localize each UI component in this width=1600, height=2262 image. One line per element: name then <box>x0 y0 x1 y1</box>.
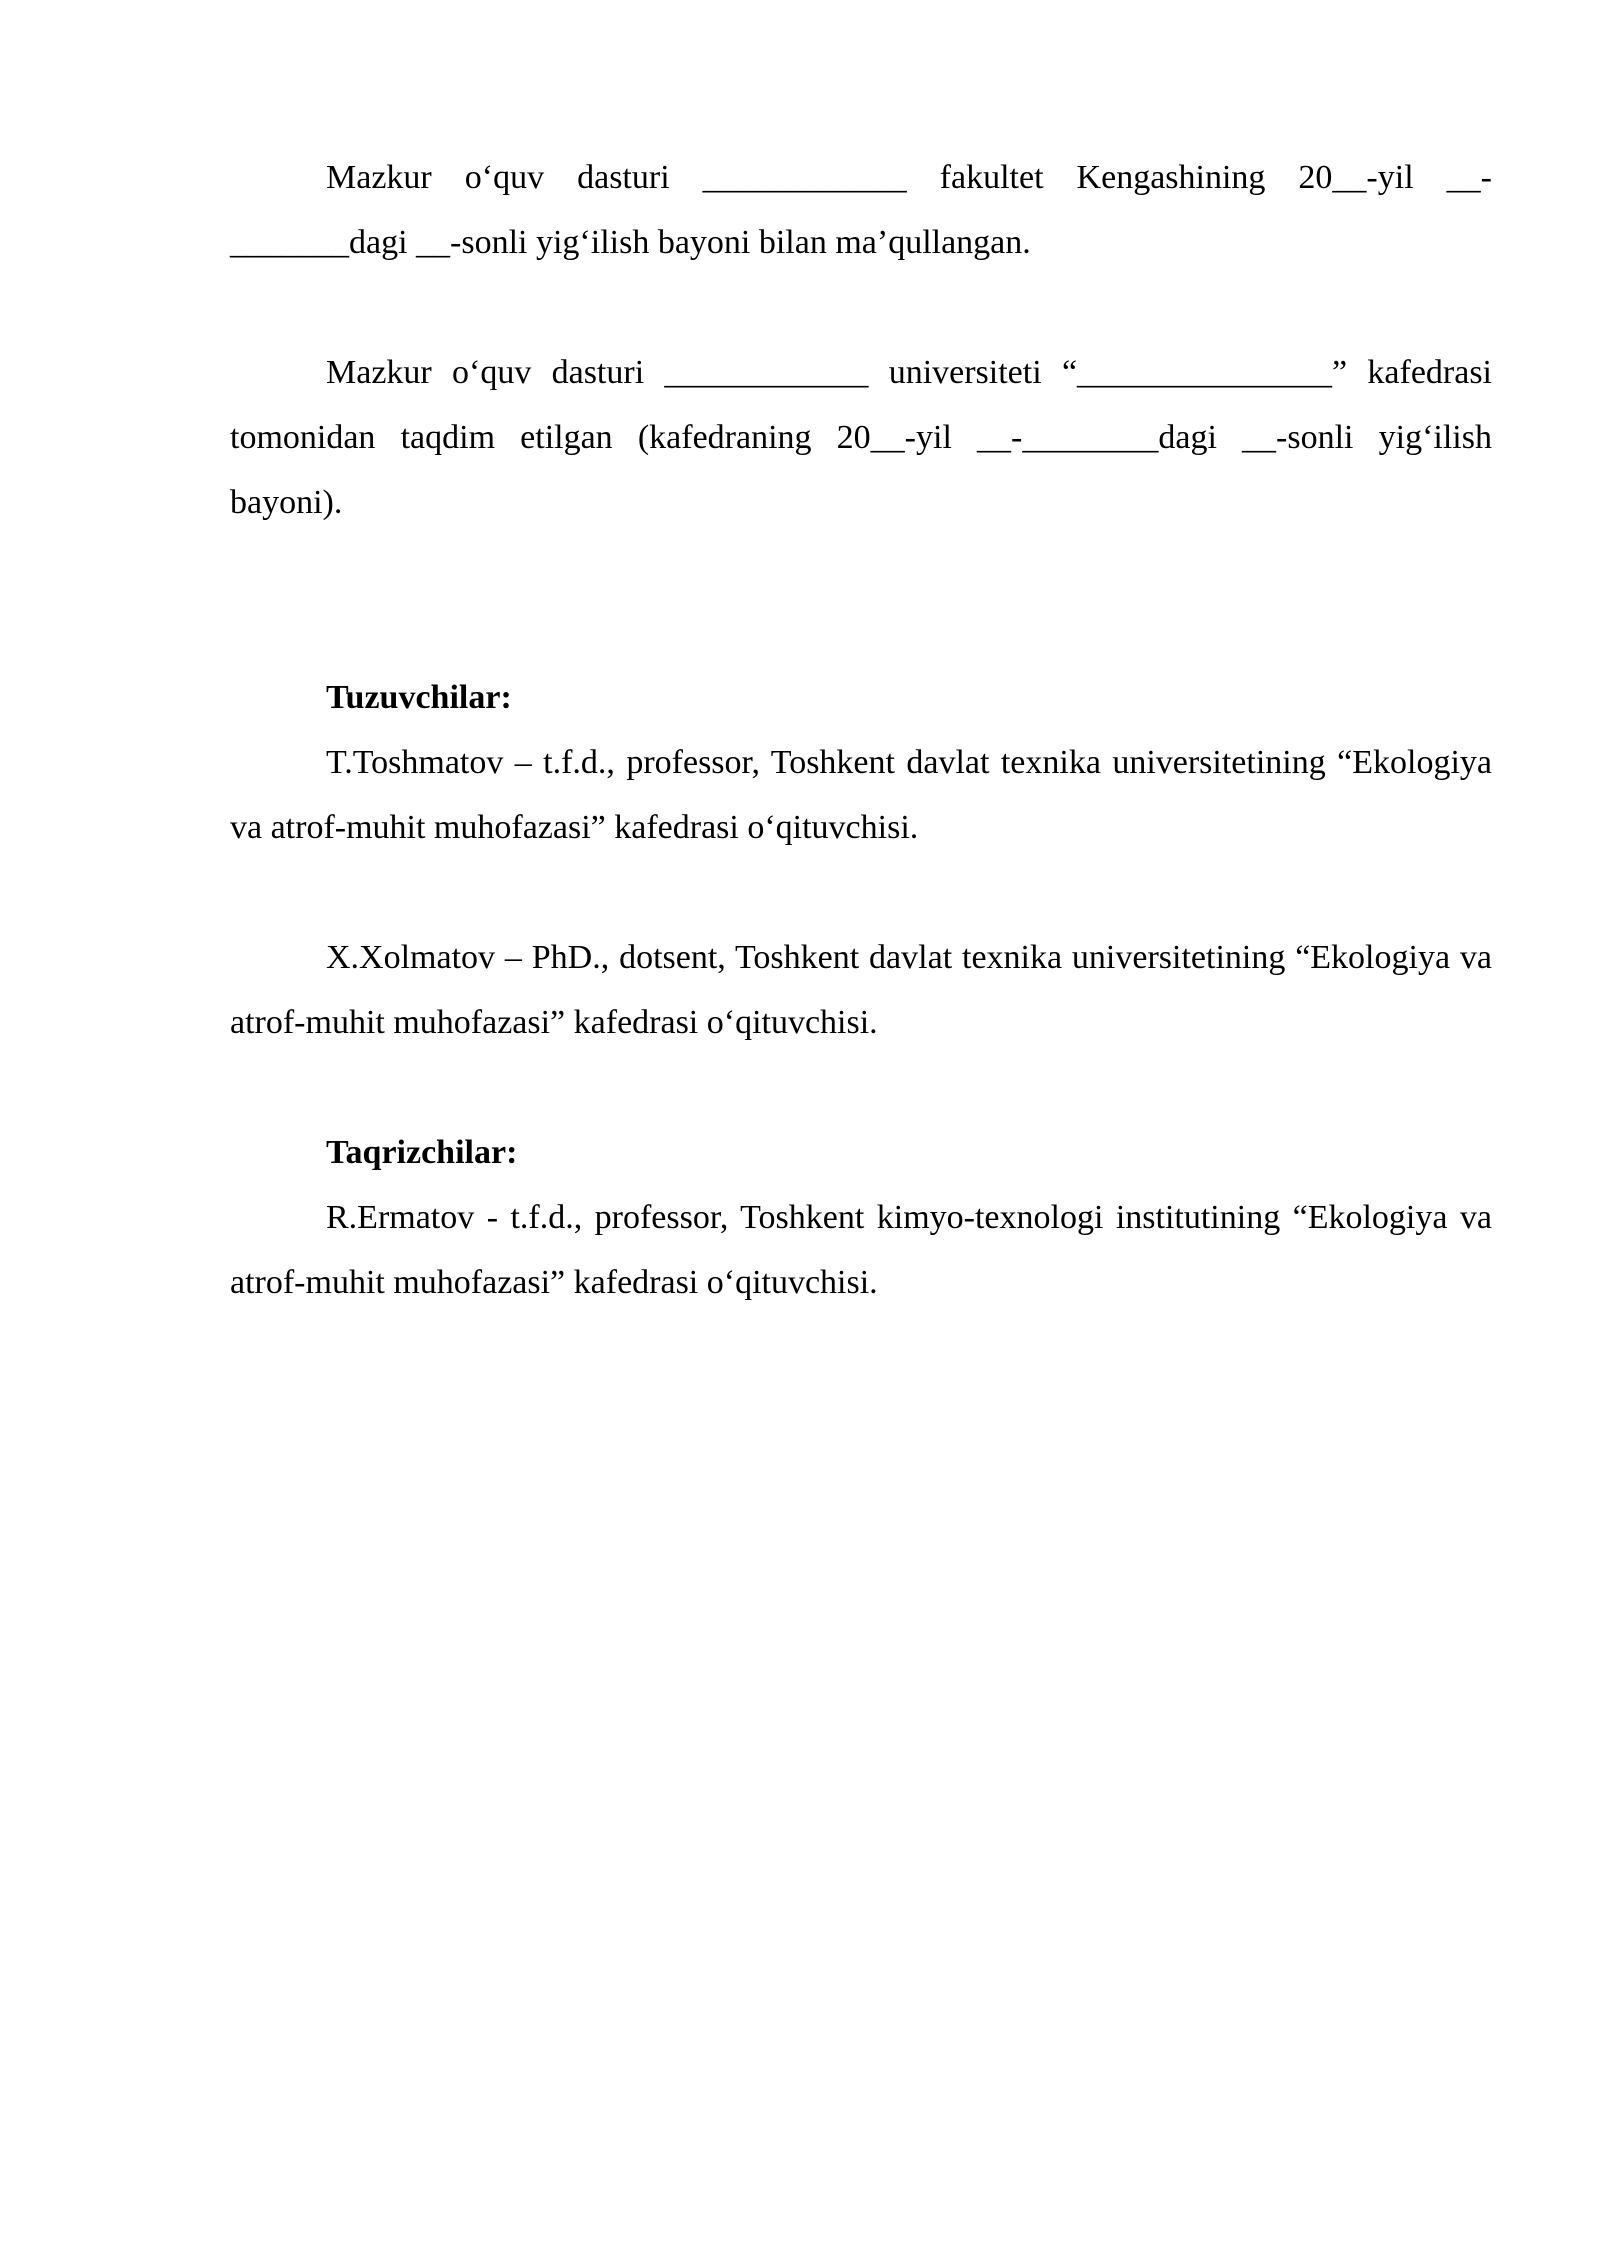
spacer <box>230 1055 1492 1120</box>
author-entry: X.Xolmatov – PhD., dotsent, Toshkent davlat texnika universitetining “Ekologiya va atrof-muhit muhofazasi” kafedrasi o‘qituvchisi. <box>230 939 1492 1041</box>
reviewer-entry: R.Ermatov - t.f.d., professor, Toshkent kimyo-texnologi institutining “Ekologiya va atrof-muhit muhofazasi” kafedrasi o‘qituvchisi. <box>230 1199 1492 1301</box>
faculty-approval-paragraph: Mazkur o‘quv dasturi ____________ fakultet Kengashining 20__-yil __-_______dagi __-sonli yig‘ilish bayoni bilan ma’qullangan. <box>230 159 1492 261</box>
spacer <box>230 275 1492 340</box>
spacer <box>230 860 1492 925</box>
authors-heading: Tuzuvchilar: <box>326 679 512 716</box>
department-approval-paragraph: Mazkur o‘quv dasturi ____________ universiteti “_______________” kafedrasi tomonidan taqdim etilgan (kafedraning 20__-yil __-________dagi __-sonli yig‘ilish bayoni). <box>230 354 1492 521</box>
document-page <box>230 145 1492 1315</box>
author-entry: T.Toshmatov – t.f.d., professor, Toshkent davlat texnika universitetining “Ekologiya va atrof-muhit muhofazasi” kafedrasi o‘qituvchisi. <box>230 744 1492 846</box>
spacer <box>230 535 1492 665</box>
reviewers-heading: Taqrizchilar: <box>326 1134 518 1171</box>
